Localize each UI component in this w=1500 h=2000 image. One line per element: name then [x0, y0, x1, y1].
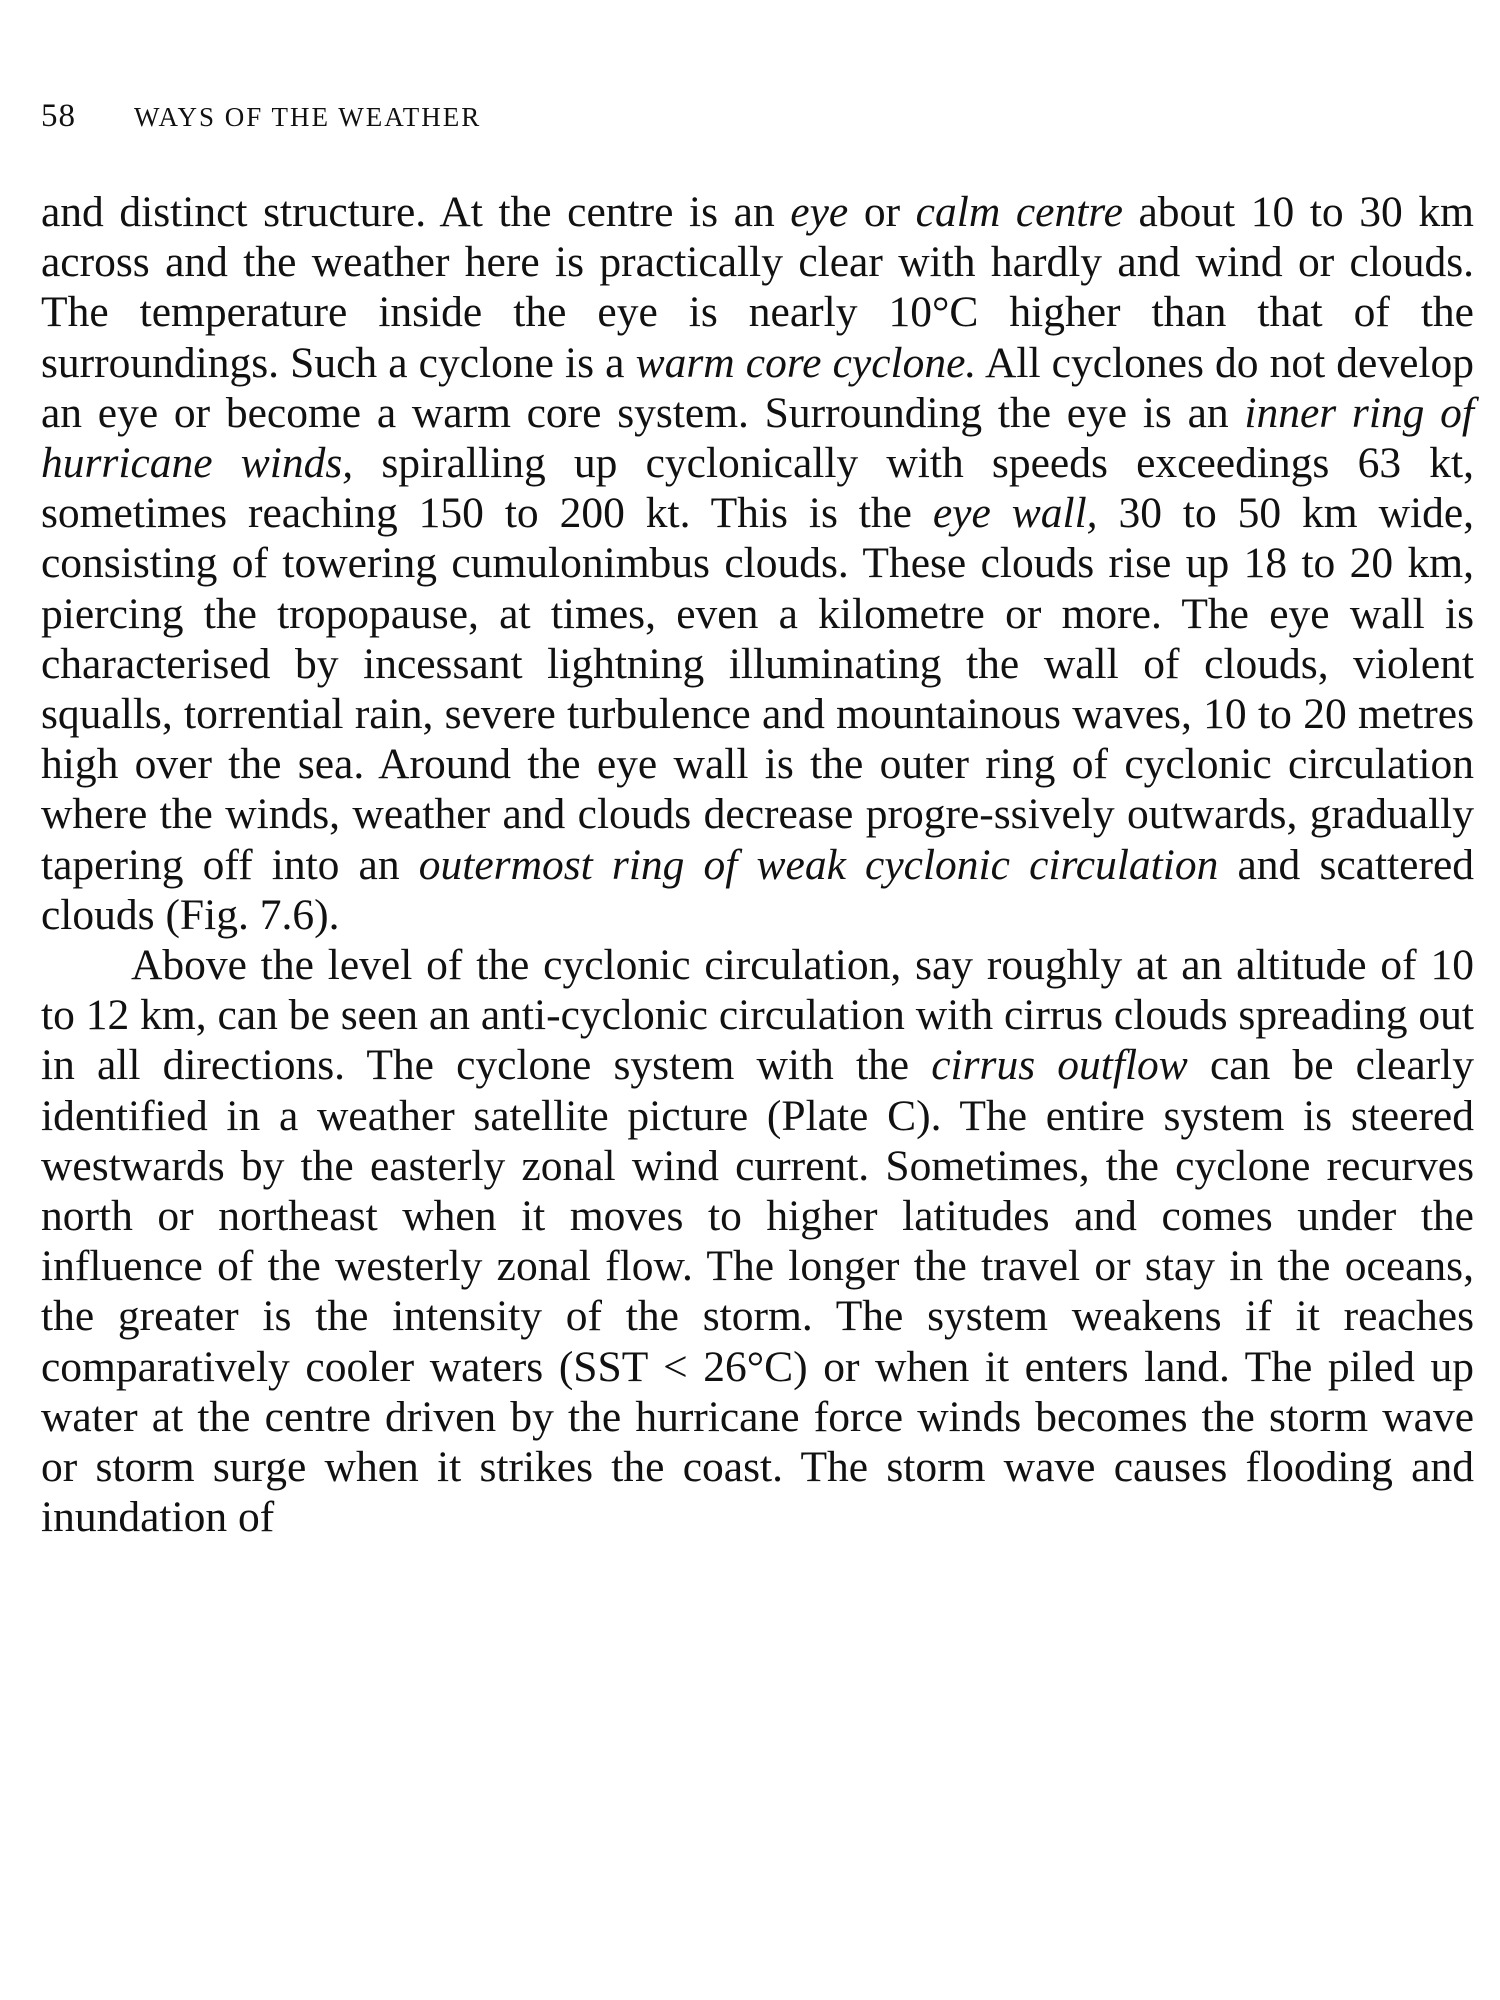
italic-term: calm centre [915, 188, 1123, 236]
page-number: 58 [41, 98, 76, 134]
italic-term: inner ring of hurricane winds, [41, 388, 1474, 488]
page-body [41, 187, 1474, 1542]
italic-term: cirrus outflow [931, 1041, 1188, 1090]
text-run: Above the level of the cyclonic circulation, say roughly at an altitude of 10 to 12 km, can be seen an anti-cyclonic circulation with cirrus clouds spreading out in all directions. The cyclone system with the [41, 941, 1474, 1090]
text-run: 30 to 50 km wide, consisting of towering cumulonimbus clouds. These clouds rise up 18 to 20 km, piercing the tropopause, at times, even a kilometre or more. The eye wall is characterised by incessant lightning illuminating the wall of clouds, violent squalls, torrential rain, severe turbulence and mountainous waves, 10 to 20 metres high over the sea. Around the eye wall is the outer ring of cyclonic circulation where the winds, weather and clouds decrease progre-ssively outwards, gradually tapering off into an [41, 489, 1474, 889]
paragraph [41, 940, 1474, 1542]
italic-term: eye [790, 188, 849, 236]
running-title: WAYS OF THE WEATHER [134, 102, 482, 132]
text-run: spiralling up cyclonically with speeds exceedings 63 kt, sometimes reaching 150 to 200 kt. This is the [41, 439, 1474, 538]
italic-term: warm core cyclone. [635, 338, 977, 387]
paragraph [41, 187, 1474, 940]
running-header [41, 99, 481, 134]
italic-term: eye wall, [932, 489, 1098, 538]
text-run: All cyclones do not develop an eye or become a warm core system. Surrounding the eye is an [41, 338, 1474, 437]
text-run: and scattered clouds (Fig. 7.6). [41, 840, 1475, 939]
text-run: can be clearly identified in a weather satellite picture (Plate C). The entire system is steered westwards by the easterly zonal wind current. Sometimes, the cyclone recurves north or northeast when it moves to higher latitudes and comes under the influence of the westerly zonal flow. The longer the travel or stay in the oceans, the greater is the intensity of the storm. The system weakens if it reaches comparatively cooler waters (SST < 26°C) or when it enters land. The piled up water at the centre driven by the hurricane force winds becomes the storm wave or storm surge when it strikes the coast. The storm wave causes flooding and inundation of [41, 1041, 1474, 1542]
text-run: about 10 to 30 km across and the weather here is practically clear with hardly and wind or clouds. The temperature inside the eye is nearly 10°C higher than that of the surroundings. Such a cyclone is a [41, 188, 1474, 387]
text-run: or [848, 188, 916, 236]
text-run: and distinct structure. At the centre is an [41, 188, 791, 236]
italic-term: outermost ring of weak cyclonic circulation [418, 840, 1219, 889]
